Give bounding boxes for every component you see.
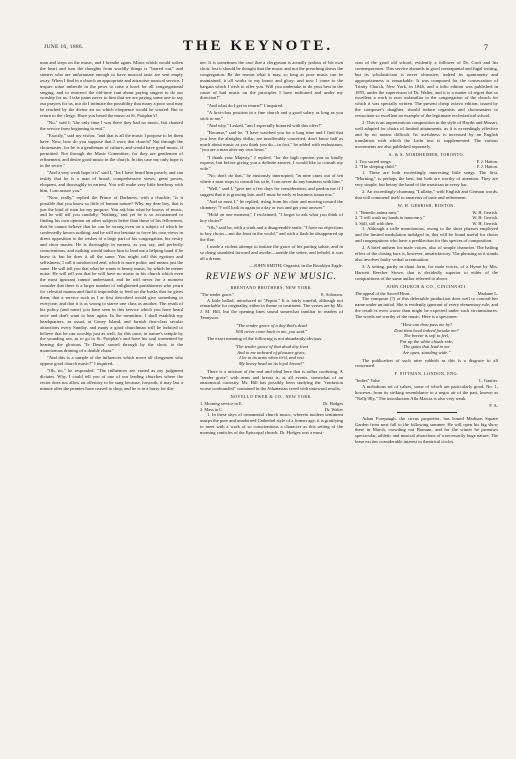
paragraph: Adam Forepaugh, the circus proprietor, has leased Madison Square Garden from next fall to the following summer. He will open his big show there in March, crowding out Barnum, and for the winter he promises spectacular, athletic and musical attractions of a necessarily huge nature. The lease excites considerable interest in theatrical circles. (355, 415, 498, 445)
review-item-title: 2. "The sleeping child." (355, 164, 397, 170)
paragraph: 2. A brief anthem for male voices, also of simple character. The halting effect of the closing bars is, however, unsatisfactory. The phrasing as it stands also involves faulty verbal accentuation. (355, 245, 498, 262)
review-item-author: W. H. Gerrish. (472, 209, 498, 215)
masthead-title: THE KEYNOTE. (182, 38, 334, 54)
article-signature: —JOHN SMITH, Organist, in the Brooklyn Eagle. (249, 263, 343, 269)
paragraph: "Exactly," said my visitor, "and that is all the music I propose to let them have. Now, how do you suppose that I wore that church? Not through the choirmaster, for he is a gentleman of culture, and would have good music, if permitted. Not through the Music Committee, for they are gentlemen of refinement, and desire good music in the church. In this case my only hope is in the rector." (40, 133, 183, 168)
paragraph: "And what do I get in return?" I inquired. (207, 102, 284, 108)
column-2 (200, 60, 343, 437)
verse-line: Dost thou heed indeed forsake me? (394, 327, 459, 333)
paragraph: The composer (?) of this delectable production does well to conceal her name under an initial. She is evidently ignorant of every elementary rule, and the result is even worse than might be expected under such circumstances. The words are worthy of the music. Here is a specimen: (355, 296, 498, 320)
review-signature: F. A. (489, 402, 498, 408)
paragraph: "A first-class position in a fine church and a good salary as long as you stick to me." (200, 109, 343, 121)
paragraph: "Because," said he, "I have watched you for a long time and I find that you love the almighty dollar, are insufferably conceited; don't know half as much about music as you think you do—in fact," he added with enthusiasm, "you are a man after my own heart." (200, 129, 343, 153)
paragraph: man and steps on the music, and I breathe again. Music which would soften the heart and turn the thoughts from worldly things is "barred out," and sinners who are unfortunate enough to have musical taste are sent empty away. When I find in a church an appropriate and attractive musical service, I inspire some imbecile in the pews to raise a howl for all congregational singing, and to resurrect the old-time cant about paying singers to do our worship for us. I take pains never to hint that we are paying some one to say our prayers for us, nor do I intimate the possibility that many a poor soul may be reached by the divine air on which eloquence would be wasted. But to return to the clergy: Have you heard the music at St. Potiphar's? (40, 60, 183, 119)
review-item-author: F. J. Hatton. (476, 158, 498, 164)
review-item-title: 1. Two sacred songs. (355, 158, 392, 164)
publisher-heading: NOVELLO EWER & CO., NEW YORK. (230, 394, 313, 400)
paragraph: "Oh," said he, with a wink and a disagreeable smile, "I have no objections to boy choirs—not the least in the world," and with a flash he disappeared up the flue. (200, 225, 344, 243)
paragraph: "Well," said I, "give me a few days for consideration, and pardon me if I suggest that it is growing late, and I must be early at business tomorrow." (200, 186, 343, 198)
paragraph: The exact meaning of the following is not abundantly obvious: (207, 336, 323, 342)
verse-line: Will never come back to me, you said." (235, 328, 308, 334)
paragraph: 1. In these days of ornamental church music, wherein modern sentiment usurps the pure and unadorned Cathedral style of a former age, it is gratifying to meet with a work of so conscientious a character as this setting of the morning canticles of the Episcopal church. Dr. Hodges was a musi- (200, 412, 343, 436)
paragraph: "Now, really," replied the Prince of Darkness, with a chuckle, "is it possible that you know so little of human nature? Why, my dear boy, that is just the kind of man for my purpose. You ask him what he knows of music, and he will tell you candidly, 'Nothing,' and yet he is so accustomed to finding his own opinion on other subjects better than those of his fellowmen, that he cannot believe that he can be wrong even on a subject of which he confessedly knows nothing, and he will not hesitate to force his own views in direct opposition to the wishes of a large part of his congregation, his vestry and choir master. He is thoroughly in earnest, as you say, and perfectly conscientious, and nothing would induce him to lend me a helping hand if he knew it; but he does it all the same. You might call this egotism and selfishness, I call it misdirected zeal, which is more polite, and means just the same. He will tell you that what he wants is hearty music, by which he means noise. He will tell you that he will have no music in his church which even the most ignorant cannot understand, and he will never for a moment consider that there is a larger number of enlightened parishioners who yearn for celestial manna and find it impossible to feed on the husks that he gives them; that a service such as I at first described would give something to everyone, and that it is as wrong to starve one class as another. The result of his policy (and mine) you have seen in this service which you have heard once and don't want to hear again. In the meantime, I shall establish my headquarters, as usual, at Coney Island, and furnish first-class secular attractions every Sunday, and many a good churchman will be induced to believe that he can worship just as well, for this once, in nature's temple by the sounding sea, as to go to St. Potiphar's and have his soul tormented by hearing the glorious 'Te Deum' sawed through by the choir, to the monotonous droning of a double chant." (40, 194, 183, 354)
publisher-heading: W. H. GERRISH, BOSTON. (397, 202, 456, 208)
review-item-title: 1. Morning service in E. (200, 401, 243, 407)
verse-line: The gates that lead to me (403, 344, 450, 350)
paragraph: 1. These are both exceedingly interesting little songs. The first, "Morning," is perhaps the best, but both are worthy of attention. They are very simple, but betray the hand of the musician in every bar. (355, 169, 498, 187)
paragraph: "And a very weak hope it is" said I, "for I have heard him preach, and can testify that he is a man of broad, comprehensive views, great power, eloquent, and thoroughly in earnest. You will make very little headway with him, I can assure you." (40, 169, 183, 193)
paragraph: "No; don't do that," he anxiously interrupted; "in nine cases out of ten where a man stops to consult his wife, I can never do any business with him." (200, 173, 343, 185)
review-item-author: Dr. Walter (324, 406, 343, 412)
review-item-author: Madame L. (477, 290, 498, 296)
paragraph: There is a mixture of the real and ideal here that is rather confusing. A "tender grace" with arms and breast is, at all events, somewhat of an anatomical curiosity. Mr. Hill has possibly been studying the "confusion worse confounded" contained in the Athanasian creed with untoward results. (200, 368, 343, 392)
review-item-author: L. Gautier. (479, 378, 498, 384)
verse-line: And to me unheard of pleasure gives; (237, 349, 306, 355)
paragraph: "And why," I asked, "am I especially honored with this offer?" (207, 122, 323, 128)
quoted-verse (200, 323, 343, 334)
paragraph: "Hold on one moment," I exclaimed, "I forgot to ask what you think of boy choirs?" (200, 212, 343, 224)
verse-line: Are open, standing wide." (402, 349, 451, 355)
paragraph: "I thank your Majesty," I replied, "for the high opinion you so kindly express, but before giving you a definite answer, I would like to consult my wife." (200, 154, 343, 172)
verse-line: "The tender grace of that dead day lives (234, 344, 309, 350)
issue-date: JUNE 16, 1886. (44, 44, 84, 50)
paragraph: A melodious set of valses, some of which are particularly good. No. 1, however, from its striking resemblance to a negro air of the past, known as "Nelly Bly," The introduction Alla Marcia is also very weak. (355, 383, 498, 401)
section-heading: REVIEWS OF NEW MUSIC. (205, 272, 338, 283)
paragraph: ner. It is sometimes the case that a clergyman is actually jealous of his own choir, lest it should be thought that the music and not the preaching draws the congregation. Be the reason what it may, so long as poor music can be maintained, it all works to my honor and glory; and now I come to the bargain which I wish to offer you. Will you undertake to do your best in the cause of bad music on the principles I have indicated and under my direction?" (200, 60, 343, 101)
paragraph: "And so must I," he replied, rising from his chair and moving toward the chimney; "I will look in again in a day or two and get your answer." (200, 199, 343, 211)
divider (397, 412, 457, 413)
paragraph: "And this is a sample of the influences which move all clergymen who oppose good church music?" I inquired. (40, 355, 183, 367)
review-item-author: W. H. Gerrish. (472, 215, 498, 221)
review-item-title: 3. Still, still with thee. (355, 220, 394, 226)
column-3 (355, 60, 498, 446)
quoted-verse (355, 322, 498, 356)
quoted-verse (200, 344, 343, 366)
review-item-title: The appeal of the Sacred Heart. (355, 290, 411, 296)
paragraph: 2. An exceedingly charming "Lullaby," with English and German words, that will commend itself to amateurs of taste and refinement. (355, 188, 498, 200)
page-number: 7 (484, 43, 488, 52)
publisher-heading: JOHN CHURCH & CO., CINCINNATI. (386, 283, 467, 289)
paragraph: The publication of such utter rubbish as this is a disgrace to all concerned. (355, 357, 498, 369)
verse-line: My heavy head on its loyal breast!" (238, 361, 305, 367)
verse-line: I lie in its arms when tir'd, and rest (239, 355, 304, 361)
paragraph: "No," said I; "the only time I was there they had no music, but chanted the service from beginning to end." (40, 120, 183, 132)
publisher-heading: F. PITTMAN, LONDON, ENG. (394, 371, 459, 377)
publisher-heading: BRENTANO BROTHERS, NEW YORK. (230, 285, 313, 291)
verse-line: "The tender grace of a day that's dead (236, 323, 307, 329)
verse-line: Far up the white clouds ride, (399, 338, 454, 344)
verse-line: The breeze is soft to feel, (403, 333, 450, 339)
publisher-heading: A. & S. NORDHEIMER, TORONTO. (388, 151, 465, 157)
column-1 (40, 60, 183, 393)
review-item-author: W. H. Gerrish. (472, 220, 498, 226)
review-item-title: 1. "Benedic anima mea." (355, 209, 399, 215)
paragraph: 2. This is an unpretentious composition in the style of Haydn and Mozart, well adapted for choirs of limited attainments, as it is exceedingly effective and by no means difficult. Its usefulness is increased by an English translation with which the Latin text is supplemented. The various movements are also published separately. (355, 120, 498, 149)
review-item-author: E. Solomon. (321, 291, 343, 297)
review-item-title: "Indies" Valse (355, 378, 380, 384)
review-item-title: 2. Mass in C. (200, 406, 224, 412)
paragraph: "Oh, no," he responded. "The influences are varied as my judgment dictates. Why, I could tell you of one of our leading churches where the rector does not allow an offertory to be sung because, forsooth, it may last a minute after the pennies have ceased to drop, and he is in a hurry for din- (40, 368, 183, 392)
paragraph: cian of the good old school, evidently a follower of Dr. Croft and his contemporaries. This service abounds in good contrapuntal and fugal writing, but its scholasticism is never obtrusive; indeed its spontaneity and appropriateness is remarkable. It was composed for the consecration of Trinity Church, New York, in 1846, and a folio edition was published in 1855, under the supervision of Dr. Walter, and it is a matter of regret that so excellent a work is now unfamiliar to the congregation of the church for which it was specially written. The present cheap octavo edition, issued by the composer's daughter, should induce organists and choirmasters to resuscitate so excellent an example of the legitimate ecclesiastical school. (355, 60, 498, 119)
paragraph: I made a violent attempt to imitate the grace of his parting salute, and in so doing stumbled forward and awoke—astride the settee, and behold, it was all a dream. (200, 244, 343, 262)
review-item-title: "The tender grace." (200, 291, 235, 297)
review-item-title: 2. "I will wash my hands in innocency." (355, 215, 426, 221)
review-item-author: F. J. Hatton. (476, 164, 498, 170)
paragraph: A little ballad, introduced in "Pepita." It is fairly tuneful, although not remarkable for originality, either in theme or treatment. The verses are by Mr. J. M. Hill, but the opening lines sound somewhat familiar to readers of Tennyson. (200, 297, 343, 321)
paragraph: 1. Although a trifle monotonous, owing to the short phrases employed and the limited modulation indulged in, this will be found useful for choirs and congregations who have a predilection for this species of composition. (355, 226, 498, 244)
paragraph: 3. A setting, partly in chant form, for male voices, of a Hymn by Mrs. Harriett Beecher Stowe, that is decidedly superior to either of the compositions of the same author referred to above. (355, 264, 498, 281)
review-item-author: Dr. Hodges (323, 401, 343, 407)
verse-line: "How can thou pass me by? (400, 321, 453, 327)
